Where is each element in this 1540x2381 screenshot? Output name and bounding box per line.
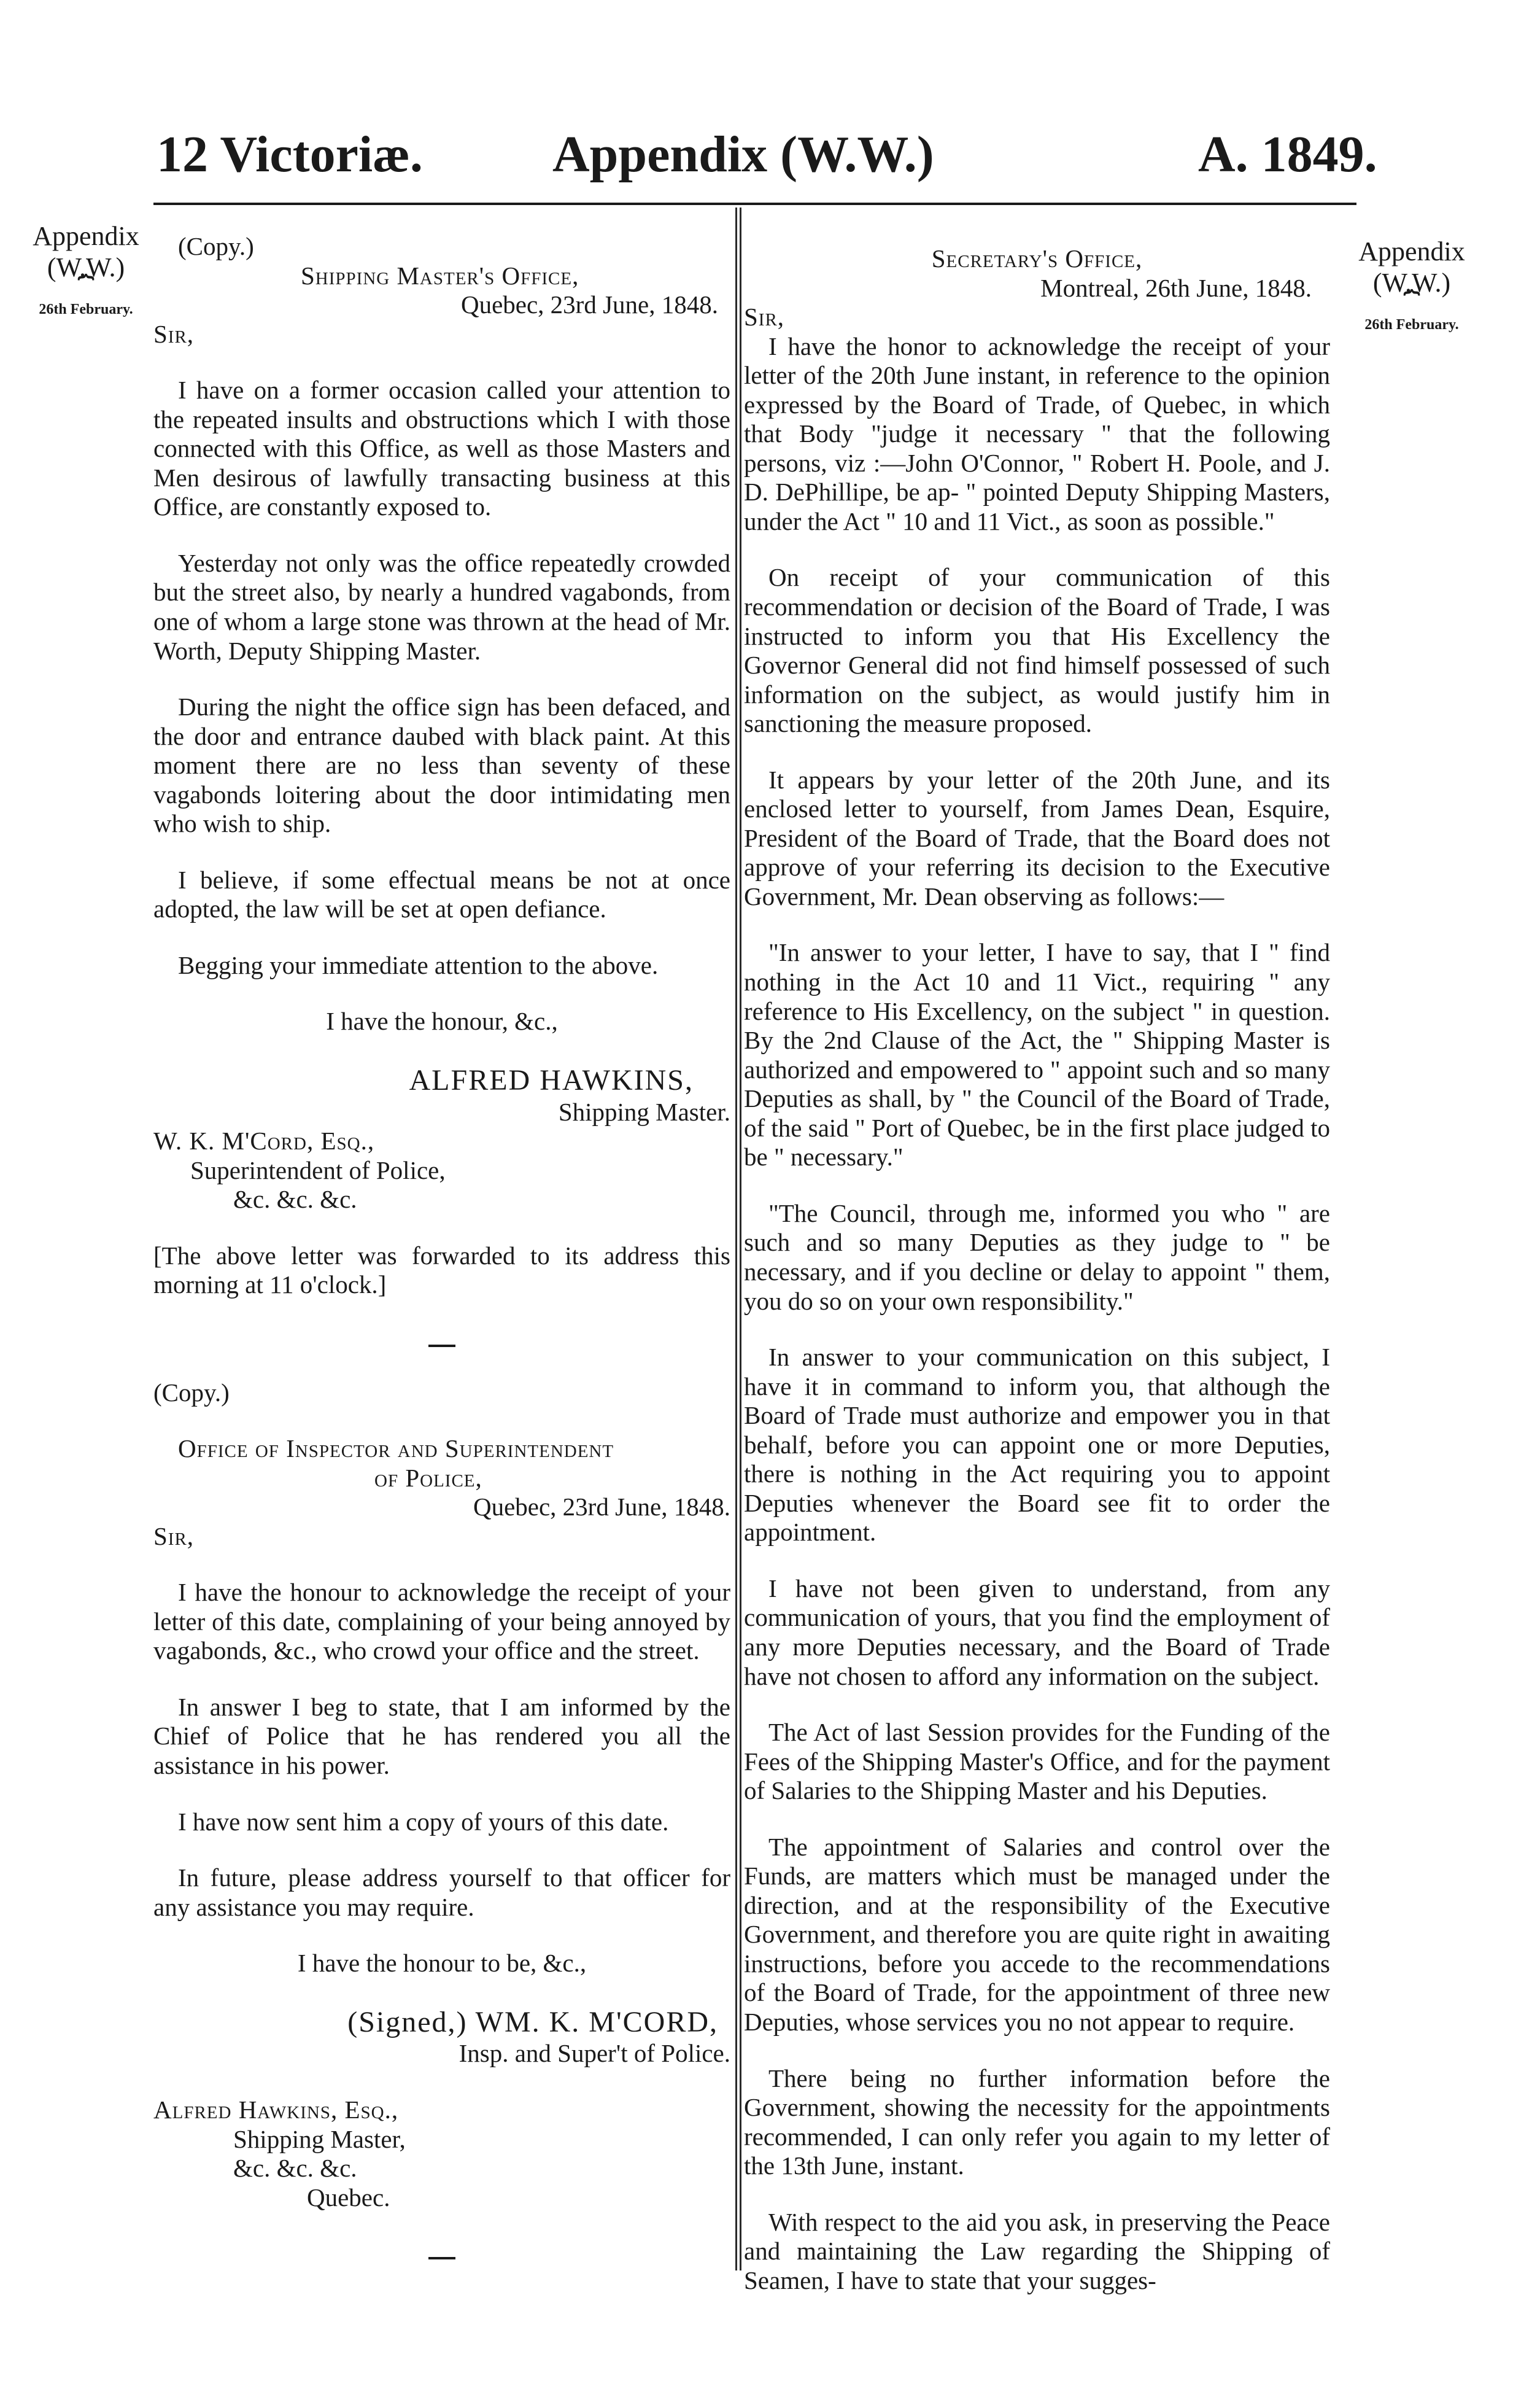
brace-mark: ⏞	[1403, 290, 1420, 322]
section-divider	[153, 1324, 730, 1354]
paragraph: I have now sent him a copy of yours of this date.	[178, 1807, 669, 1836]
paragraph: The Act of last Session provides for the Funding of the Fees of the Shipping Master's Office, and for the payment of Salaries to the Shipping Master and his Deputies.	[744, 1718, 1330, 1805]
margin-note-ref: (W.W.)	[47, 252, 125, 282]
sender-office: Shipping Master's Office,	[301, 261, 579, 290]
addressee-title: Shipping Master,	[233, 2124, 406, 2153]
paragraph: I believe, if some effectual means be not at once adopted, the law will be set at open defiance.	[153, 865, 730, 923]
margin-note-right	[1341, 236, 1482, 334]
quotation: "The Council, through me, informed you who " are such and so many Deputies as they judge to " be necessary, and if you decline or delay to appoint " them, you do so on your own responsibility."	[744, 1198, 1330, 1315]
margin-note-appendix: Appendix	[1358, 236, 1465, 266]
margin-note-left	[25, 221, 147, 319]
paragraph: I have the honor to acknowledge the receipt of your letter of the 20th June instant, in reference to the opinion expressed by the Board of Trade, of Quebec, in which that Body "judge it necessary " that the following persons, viz :—John O'Connor, " Robert H. Poole, and J. D. DePhillipe, be ap- " pointed Deputy Shipping Masters, under the Act " 10 and 11 Vict., as soon as possible."	[744, 332, 1330, 535]
left-column	[153, 232, 730, 2291]
signer-title: Insp. and Super't of Police.	[459, 2039, 730, 2068]
addressee: Alfred Hawkins, Esq.,	[153, 2095, 399, 2124]
column-divider	[740, 208, 741, 2270]
margin-note-ref: (W.W.)	[1372, 267, 1451, 298]
copy-label: (Copy.)	[153, 1378, 230, 1407]
paragraph: I have not been given to understand, from any communication of yours, that you find the employment of any more Deputies necessary, and the Board of Trade have not chosen to afford any information on the subject.	[744, 1574, 1330, 1690]
paragraph: It appears by your letter of the 20th June, and its enclosed letter to yourself, from James Dean, Esquire, President of the Board of Trade, that the Board does not approve of your referring its decision to the Executive Government, Mr. Dean observing as follows:—	[744, 765, 1330, 911]
salutation: Sir,	[153, 1521, 195, 1550]
sender-office: Secretary's Office,	[931, 244, 1143, 273]
margin-note-appendix: Appendix	[33, 221, 139, 251]
addressee-etc: &c. &c. &c.	[233, 1185, 357, 1214]
header-session: 12 Victoriæ.	[157, 126, 423, 183]
paragraph: During the night the office sign has been defaced, and the door and entrance daubed with black paint. At this moment there are no less than seventy of these vagabonds loitering about the door intimidating men who wish to ship.	[153, 693, 730, 838]
brace-mark: ⏞	[77, 274, 95, 306]
paragraph: In answer to your communication on this subject, I have it in command to inform you, that although the Board of Trade must authorize and empower you in that behalf, before you can appoint one or more Deputies, there is nothing in the Act requiring you to appoint Deputies whenever the Board see fit to order the appointment.	[744, 1343, 1330, 1547]
letter-place-date: Quebec, 23rd June, 1848.	[460, 290, 718, 319]
addressee-etc: &c. &c. &c.	[233, 2154, 357, 2183]
header-year: A. 1849.	[1198, 126, 1377, 183]
addressee-city: Quebec.	[307, 2183, 390, 2212]
salutation: Sir,	[153, 319, 195, 348]
column-divider	[735, 208, 737, 2270]
paragraph: I have the honour to acknowledge the receipt of your letter of this date, complaining of your being annoyed by vagabonds, &c., who crowd your office and the street.	[153, 1578, 730, 1665]
salutation: Sir,	[744, 303, 785, 332]
copy-label: (Copy.)	[178, 232, 254, 260]
paragraph: There being no further information before the Government, showing the necessity for the appointments recommended, I can only refer you again to my letter of the 13th June, instant.	[744, 2064, 1330, 2180]
signer-name: ALFRED HAWKINS,	[409, 1064, 694, 1097]
sender-office: Office of Inspector and Superintendent	[178, 1434, 614, 1463]
paragraph: Begging your immediate attention to the above.	[178, 950, 659, 979]
sender-office-cont: of Police,	[374, 1463, 482, 1492]
right-column	[744, 232, 1330, 2295]
paragraph: On receipt of your communication of this recommendation or decision of the Board of Trade, I was instructed to inform you that His Excellency the Governor General did not find himself possessed of such information on the subject, as would justify him in sanctioning the measure proposed.	[744, 563, 1330, 738]
addressee: W. K. M'Cord, Esq.,	[153, 1127, 375, 1156]
signer-name: (Signed,) WM. K. M'CORD,	[347, 2005, 718, 2038]
paragraph: With respect to the aid you ask, in preserving the Peace and maintaining the Law regarding the Shipping of Seamen, I have to state that your sugges-	[744, 2207, 1330, 2294]
paragraph: In answer I beg to state, that I am informed by the Chief of Police that he has rendered you all the assistance in his power.	[153, 1692, 730, 1779]
addressee-title: Superintendent of Police,	[190, 1156, 446, 1184]
header-appendix-title: Appendix (W.W.)	[552, 126, 934, 183]
paragraph: Yesterday not only was the office repeatedly crowded but the street also, by nearly a hundred vagabonds, from one of whom a large stone was thrown at the head of Mr. Worth, Deputy Shipping Master.	[153, 548, 730, 665]
paragraph: In future, please address yourself to that officer for any assistance you may require.	[153, 1863, 730, 1921]
paragraph: The appointment of Salaries and control over the Funds, are matters which must be managed under the direction, and at the responsibility of the Executive Government, and therefore you are quite right in awaiting instructions, before you accede to the recommendations of the Board of Trade, for the appointment of three new Deputies, whose services you no not appear to require.	[744, 1832, 1330, 2036]
closing: I have the honour, &c.,	[326, 1007, 558, 1036]
letter-place-date: Quebec, 23rd June, 1848.	[473, 1493, 730, 1521]
header-rule	[153, 203, 1356, 205]
margin-note-date: 26th February.	[39, 301, 133, 318]
margin-note-date: 26th February.	[1364, 317, 1459, 333]
quotation: "In answer to your letter, I have to say, that I " find nothing in the Act 10 and 11 Vict., requiring " any reference to His Excellency, on the subject " in question. By the 2nd Clause of the Act, the " Shipping Master is authorized and empowered to " appoint such and so many Deputies as shall, by " the Council of the Board of Trade, of the said " Port of Quebec, be in the first place judged to be " necessary."	[744, 938, 1330, 1171]
signer-title: Shipping Master.	[558, 1097, 730, 1126]
closing: I have the honour to be, &c.,	[297, 1949, 587, 1978]
editorial-note: [The above letter was forwarded to its address this morning at 11 o'clock.]	[153, 1241, 730, 1299]
section-divider	[153, 2237, 730, 2266]
paragraph: I have on a former occasion called your attention to the repeated insults and obstructions which I with those connected with this Office, as well as those Masters and Men desirous of lawfully transacting business at this Office, are constantly exposed to.	[153, 376, 730, 521]
letter-place-date: Montreal, 26th June, 1848.	[1040, 273, 1312, 302]
